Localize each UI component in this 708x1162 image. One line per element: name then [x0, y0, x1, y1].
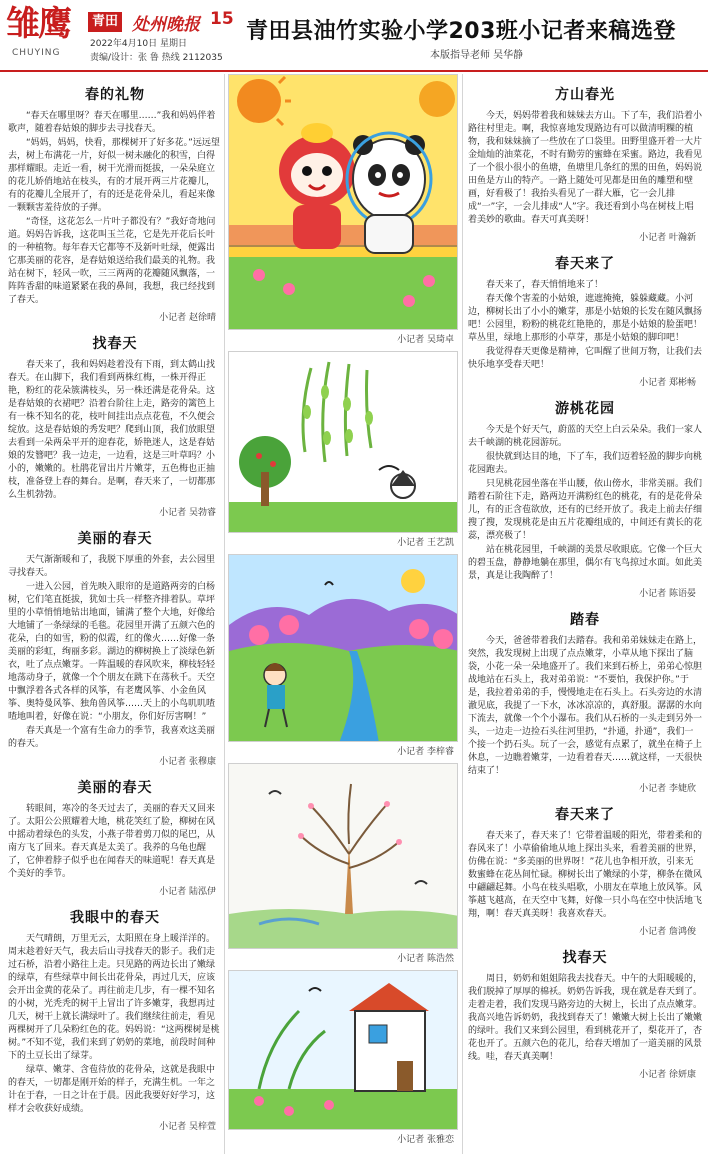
article-body [468, 110, 702, 227]
masthead [0, 0, 708, 72]
article-byline: 小记者 郑彬畅 [639, 378, 696, 388]
house-drawing-icon [228, 970, 458, 1130]
article [468, 804, 702, 937]
logo-english: CHUYING [12, 48, 61, 58]
article-paragraph: 春天像个害羞的小姑娘，遮遮掩掩，躲躲藏藏。小河边，柳树长出了小小的嫩芽，那是小姑娘的长发在随风飘扬吧！公园里，粉粉的桃花红艳艳的，那是小姑娘的脸蛋吧！草丛里，绿地上那形的小草芽，那是小姑娘的脚印吧！ [468, 294, 702, 343]
article-title: 美丽的春天 [77, 780, 153, 796]
article-byline: 小记者 吴梓萱 [159, 1122, 216, 1132]
article-body [8, 933, 222, 1116]
article-paragraph: 今天，妈妈带着我和妹妹去方山。下了车，我们沿着小路往村里走。啊，我惊喜地发现路边有可以做清明粿的植物，我和妹妹摘了一些放在了口袋里。田野里盛开着一大片金灿灿的油菜花，不时有勤劳的蜜蜂在采蜜。路边，我看见了一个很小很小的鱼塘，鱼塘里几条红的黑的田鱼，妈妈说田鱼是方山的特产。一路上随处可见都是田鱼的雕塑和壁画，好看极了！我抬头看见了一群大雁，它一会儿排成“一”字，一会儿排成“人”字。我还看到小鸟在树枝上唱着美妙的歌曲。春天可真美呀！ [468, 111, 702, 225]
article [468, 947, 702, 1080]
article-paragraph: “奇怪，这花怎么一片叶子都没有？”我好奇地问道。妈妈告诉我，这花叫玉兰花，它是先开花后长叶的一种植物。每年春天它都等不及新叶吐绿，便露出它那美丽的花容，是春姑娘送给我们最美的礼物。我站在树下，轻风一吹，三三两两的花瓣随风飘落，一阵阵香甜的味道紧紧在我的鼻间，我想，我已经找到了春天。 [8, 217, 216, 305]
article-paragraph: 周日，奶奶和姐姐陪我去找春天。中午的大阳暖暖的，我们脱掉了厚厚的棉袄。奶奶告诉我，现在就是春天到了。走着走着，我们发现马路旁边的大树上，长出了点点嫩芽。我高兴地告诉奶奶，我找到春天了！嫩嫩大树上长出了嫩嫩的绿叶。我们又来到公园里，看到桃花开了，梨花开了，杏花也开了。五颜六色的花儿，给春天增加了一道美丽的风景线。哇，春天真美啊！ [468, 974, 702, 1062]
issue-date: 2022年4月10日 星期日 [90, 39, 187, 49]
article-body [468, 830, 702, 921]
article-byline: 小记者 陆泓伊 [159, 887, 216, 897]
logo: 雏鹰 [6, 4, 70, 44]
article [468, 398, 702, 599]
article-title: 春天来了 [555, 256, 615, 272]
column-divider [224, 74, 225, 1154]
article-title: 春天来了 [555, 807, 615, 823]
column-divider [462, 74, 463, 1154]
article-paragraph: “春天在哪里呀？春天在哪里……”我和妈妈伴着歌声，随着春姑娘的脚步去寻找春天。 [8, 111, 216, 134]
article-title: 方山春光 [555, 87, 615, 103]
article-paragraph: 今天是个好天气，蔚蓝的天空上白云朵朵。我们一家人去千峡湖的桃花园游玩。 [468, 425, 702, 448]
article-paragraph: 只见桃花园坐落在半山腰，依山傍水，非常美丽。我们踏着石阶往下走，路两边开满粉红色的桃花，有的是花骨朵儿，有的正含苞欲放，还有的已经开放了。我走上前去仔细搜了搜，发现桃花是由五片花瓣组成的，中间还有黄长的花蕊，漂亮极了！ [468, 479, 702, 541]
article-title: 我眼中的春天 [70, 910, 160, 926]
willow-tree-drawing-icon [228, 351, 458, 533]
article-paragraph: 我觉得春天更像是精神，它叫醒了世间万物，让我们去快乐地享受春天吧！ [468, 347, 702, 370]
page-number: 15 [210, 9, 234, 29]
article-title: 找春天 [562, 950, 608, 966]
article-body [468, 279, 702, 372]
article-paragraph: 春天来了，我和妈妈趁着没有下雨，到太鹤山找春天。在山脚下，我们看到两株红梅，一株开得正艳，粉红的花朵簇满枝头，另一株还满是花骨朵。这是春姑娘的衣裙吧？沿着台阶往上走，路旁的篱笆上有一株不知名的花，枝叶间挂出点点花苞，不久便会绽放。这是春姑娘的秀发吧？爬到山顶，我们放眼望去看到一朵两朵平开的迎春花，娇艳迷人，这是春姑娘的发簪吧？我一边走，一边看，这是三叶草吗？小小的，嫩嫩的。杜鹃花冒出片片嫩芽，五色梅也正抽枝，准备登上春的舞台。是啊，春天来了，一切都那么生机勃勃。 [8, 360, 216, 500]
article-body [468, 973, 702, 1064]
article-byline: 小记者 徐妍康 [639, 1070, 696, 1080]
article-paragraph: “妈妈，妈妈，快看，那棵树开了好多花。”远远望去，树上布满花一片，好似一树未融化的积雪，白得那样耀眼。走近一看，树干光滑而挺拔，一朵朵庭立的花儿娇俏地站在枝头，有的才展开两三片花瓣儿，有的花瓣儿全展开了，有的还是花骨朵儿，看起来像一颗颗害羞待放的子弹。 [8, 138, 220, 213]
article-body [8, 110, 222, 307]
article-body [468, 424, 702, 583]
article-paragraph: 春天真是一个富有生命力的季节，我喜欢这美丽的春天。 [8, 726, 216, 749]
header-rule [0, 70, 708, 72]
drawing-caption: 小记者 王艺凯 [397, 538, 454, 548]
article [8, 84, 222, 323]
article-byline: 小记者 叶瀚新 [639, 233, 696, 243]
article-paragraph: 转眼间，寒冷的冬天过去了，美丽的春天又回来了。太阳公公照耀着大地，桃花笑红了脸，柳树在风中摇动着绿色的头发，小燕子带着剪刀似的尾巴，从南方飞了回来。春天真是太美了。我养的乌龟也醒了，它伸着脖子似乎也在闻春天的味道呢！春天真是个美好的季节。 [8, 804, 216, 879]
article [468, 253, 702, 388]
article-body [8, 359, 222, 502]
tree-sketch-drawing-icon [228, 763, 458, 949]
article-byline: 小记者 李婕欣 [639, 784, 696, 794]
article-title: 游桃花园 [555, 401, 615, 417]
article-title: 美丽的春天 [77, 531, 153, 547]
article-body [8, 803, 222, 881]
editors-line: 责编/设计：张 鲁 热线 2112035 [90, 53, 223, 63]
article-title: 踏春 [570, 612, 600, 628]
article-byline: 小记者 吴勃睿 [159, 508, 216, 518]
instructor-line: 本版指导老师 吴华静 [430, 50, 524, 61]
article [8, 777, 222, 897]
article-paragraph: 一进入公园，首先映入眼帘的是道路两旁的白杨树，它们笔直挺拔，犹如士兵一样整齐排着队。草坪里的小草悄悄地钻出地面，铺满了整个大地，好像给大地铺了一条绿绿的毛毯。花园里开满了五颜六色的花朵，白的如雪，粉的似霞，红的像火……好像一条美丽的彩虹，绚丽多彩。湖边的柳树换上了淡绿色新衣，吐了点点嫩芽。一阵温暖的春风吹来，柳枝轻轻地荡动身子，就像一个个朋友在跳下在荡秋千。天空中飘浮着各式各样的风筝，有老鹰风筝、小金鱼风筝、奥特曼风筝、独角兽风筝……天上的小鸟叽叽喳喳地叫着，好像在说：“小朋友，你们好厉害啊！” [8, 582, 216, 722]
article-byline: 小记者 张穆康 [159, 757, 216, 767]
edition-tag: 青田 [88, 12, 122, 32]
article [8, 333, 222, 518]
article-title: 找春天 [92, 336, 138, 352]
article-paragraph: 站在桃花园里，千峡湖的美景尽收眼底。它像一个巨大的碧玉盘，静静地躺在那里，偶尔有飞鸟掠过水面。如此美景，真是让我陶醉了！ [468, 545, 702, 581]
mascots-drawing-icon [228, 74, 458, 330]
page-headline: 青田县油竹实验小学203班小记者来稿选登 [246, 19, 676, 44]
article-title: 春的礼物 [85, 87, 145, 103]
drawing-caption: 小记者 张雅恋 [397, 1135, 454, 1145]
girl-in-field-drawing-icon [228, 554, 458, 742]
article-body [8, 554, 222, 751]
paper-name: 处州晚报 [132, 15, 200, 35]
article-byline: 小记者 赵徐晴 [159, 313, 216, 323]
middle-column [228, 74, 458, 1160]
article-byline: 小记者 詹鸿俊 [639, 927, 696, 937]
article [468, 609, 702, 794]
article [8, 528, 222, 767]
drawing-caption: 小记者 李梓睿 [397, 747, 454, 757]
article-body [468, 635, 702, 778]
article [8, 907, 222, 1132]
right-column [468, 74, 702, 1160]
article-paragraph: 春天来了，春天悄悄地来了！ [486, 280, 604, 290]
article-paragraph: 天气晴朗，万里无云，太阳照在身上暖洋洋的。周末趁着好天气，我去后山寻找春天的影子。我们走过石桥，沿着小路往上走。只见路的两边长出了嫩绿的绿草，有些绿草中间长出花骨朵，再过几天，应该会开出金黄的花朵了。再往前走几步，有一棵不知名的小树，光秃秃的树干上冒出了许多嫩芽，我想再过几天，树干上就长满绿叶了。我们继续往前走，看见两棵树开了几朵粉红色的花。妈妈说：“这两棵树是桃树。”不知不觉，我们来到了奶奶的菜地，前段时间种下的土豆长出了绿芽。 [8, 934, 220, 1061]
article-paragraph: 春天来了，春天来了！它带着温暖的阳光，带着柔和的春风来了！小草偷偷地从地上探出头来，看着美丽的世界，仿佛在说：“多美丽的世界呀！”花儿也争相开放，引来无数蜜蜂在花丛间忙碌。柳树长出了嫩绿的小芽，柳条在微风中翩翩起舞。小鸟在枝头唱歌，小朋友在草地上放风筝。风筝越飞越高，在天空中飞舞，好像一只小鸟在空中快活地飞翔，啊！春天真美呀！我喜欢春天。 [468, 831, 702, 919]
article [468, 84, 702, 243]
article-paragraph: 天气渐渐暖和了，我脱下厚重的外套，去公园里寻找春天。 [8, 555, 216, 578]
article-paragraph: 很快就到达目的地，下了车，我们迈着轻盈的脚步向桃花园跑去。 [468, 452, 702, 475]
drawing-caption: 小记者 吴琦卓 [397, 335, 454, 345]
article-paragraph: 绿草、嫩芽、含苞待放的花骨朵，这就是我眼中的春天，一切都是刚开始的样子，充满生机。一年之计在于春，一日之计在于晨。因此我要好好学习，这样才会收获好成绩。 [8, 1065, 216, 1114]
article-paragraph: 今天，爸爸带着我们去踏春。我和弟弟妹妹走在路上，突然，我发现树上出现了点点嫩芽，小草从地下探出了脑袋，小花一朵一朵地盛开了。我们来到石桥上，弟弟心惊胆战地站在石头上，我对弟弟说：“不要怕，我保护你。”于是，我拉着弟弟的手，慢慢地走在石头上。石头旁边的水清澈见底，我提了一下水，冰冰凉凉的，真舒服。潺潺的水向下流去，就像一个个小瀑布。我们从石桥的一头走到另外一头，一边走一边捡石头往河里扔，“扑通，扑通”，我们一个接一个扔石头。玩了一会，感觉有点累了，就坐在椅子上休息，一边瞧着嫩芽，一边看着春天……就这样，一天很快结束了！ [468, 636, 702, 776]
article-byline: 小记者 陈语晏 [639, 589, 696, 599]
left-column [8, 74, 222, 1160]
drawing-caption: 小记者 陈浩然 [397, 954, 454, 964]
